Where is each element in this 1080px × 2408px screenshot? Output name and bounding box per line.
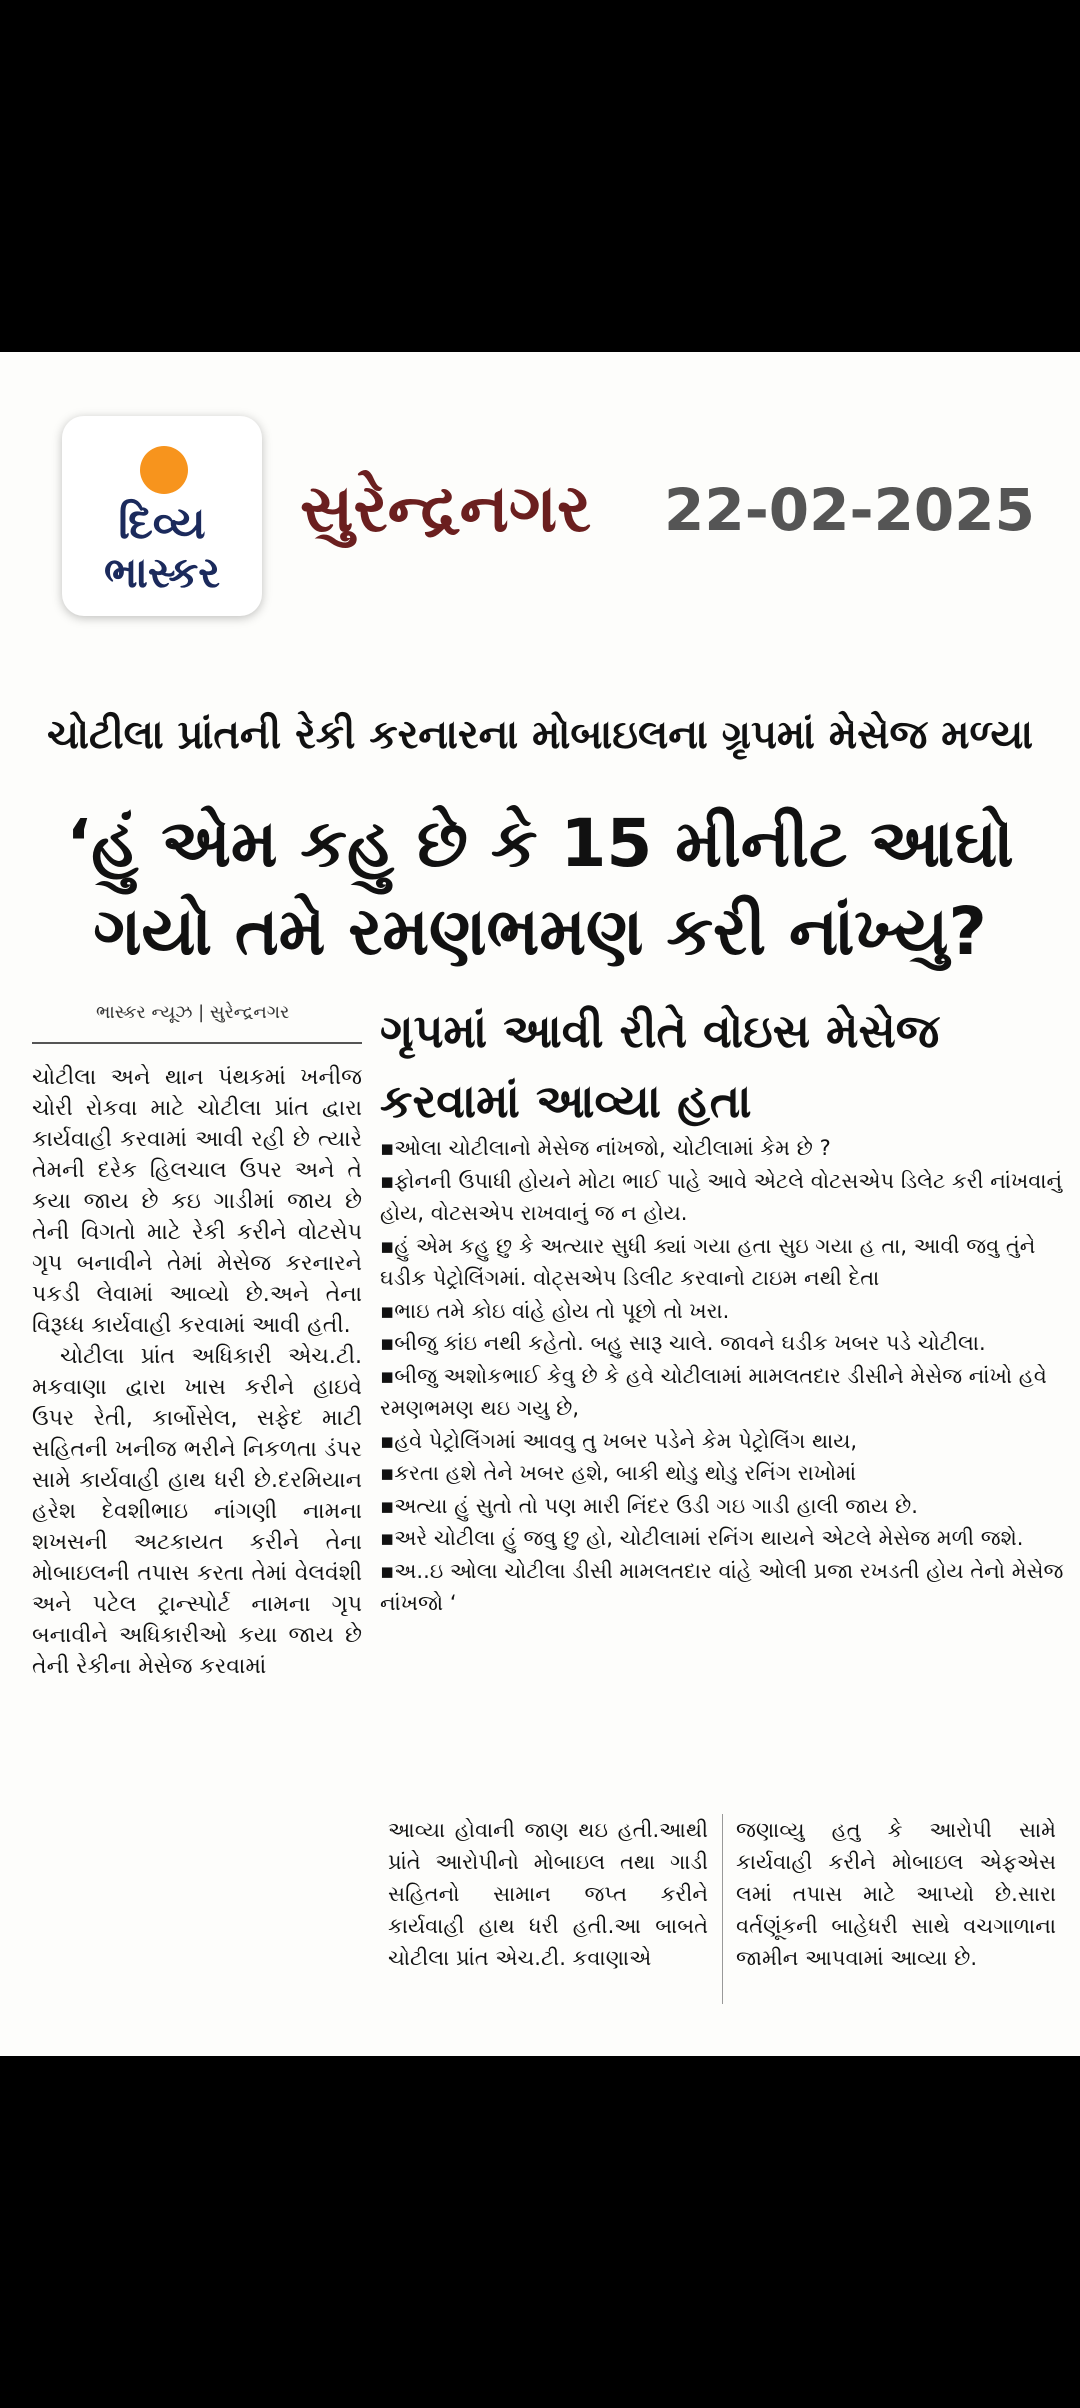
quote-item: ▪હવે પેટ્રોલિંગમાં આવવુ તુ ખબર પડેને કેમ પેટ્રોલિંગ થાય,: [380, 1428, 858, 1453]
body-column-3: જણાવ્યુ હતુ કે આરોપી સામે કાર્યવાહી કરીને મોબાઇલ એફએસ લમાં તપાસ માટે આપ્યો છે.સારા વર્તણૂંકની બાહેધરી સાથે વચગાળાના જામીન આપવામાં આવ્યા છે.: [736, 1818, 1056, 1970]
body-column-2: આવ્યા હોવાની જાણ થઇ હતી.આથી પ્રાંતે આરોપીનો મોબાઇલ તથા ગાડી સહિતનો સામાન જપ્ત કરીને કાર્યવાહી હાથ ધરી હતી.આ બાબતે ચોટીલા પ્રાંત એચ.ટી. કવાણાએ: [388, 1818, 708, 1970]
quote-item: ▪ફોનની ઉપાધી હોયને મોટા ભાઈ પાહે આવે એટલે વોટસએપ ડિલેટ કરી નાંખવાનું હોય, વોટસએપ રાખવાનું જ ન હોય.: [380, 1168, 1063, 1225]
quote-item: ▪ભાઇ તમે કોઇ વાંહે હોય તો પૂછો તો ખરા.: [380, 1298, 730, 1323]
quote-item: ▪અ..ઇ ઓલા ચોટીલા ડીસી મામલતદાર વાંહે ઓલી પ્રજા રખડતી હોય તેનો મેસેજ નાંખજો ‘: [380, 1558, 1064, 1615]
logo-text-line1: દિવ્ય: [118, 498, 206, 549]
divya-bhaskar-logo: [62, 416, 262, 616]
column-divider: [722, 1814, 723, 2004]
voice-message-quotes: [380, 1132, 1070, 1620]
quote-item: ▪બીજુ કાંઇ નથી કહેતો. બહુ સારૂ ચાલે. જાવને ઘડીક ખબર પડે ચોટીલા.: [380, 1331, 986, 1355]
quote-item: ▪કરતા હશે તેને ખબર હશે, બાકી થોડુ થોડુ રનિંગ રાખોમાં: [380, 1461, 857, 1485]
left-column: [32, 1062, 362, 1682]
logo-text-line2: ભાસ્કર: [103, 548, 221, 597]
body-paragraph-1: ચોટીલા અને થાન પંથકમાં ખનીજ ચોરી રોકવા માટે ચોટીલા પ્રાંત દ્વારા કાર્યવાહી કરવામાં આવી રહી છે ત્યારે તેમની દરેક હિલચાલ ઉપર અને તે કયા જાય છે કઇ ગાડીમાં જાય છે તેની વિગતો માટે રેકી કરીને વોટસેપ ગૃપ બનાવીને તેમાં મેસેજ કરનારને પકડી લેવામાં આવ્યો છે.અને તેના વિરૂધ્ધ કાર્યવાહી કરવામાં આવી હતી.: [32, 1065, 362, 1338]
headline-line1: ‘હું એમ કહુ છે કે 15 મીનીટ આઘો: [66, 805, 1014, 882]
quote-item: ▪બીજુ અશોકભાઈ કેવુ છે કે હવે ચોટીલામાં મામલતદાર ડીસીને મેસેજ નાંખો હવે રમણભમણ થઇ ગયુ છે,: [380, 1363, 1047, 1420]
edition-city: સુરેન્દ્રનગર: [300, 470, 592, 547]
headline-line2: ગયો તમે રમણભમણ કરી નાંખ્યુ?: [93, 893, 987, 970]
article-headline: [30, 800, 1050, 976]
newspaper-clipping: [0, 352, 1080, 2056]
quote-item: ▪ઓલા ચોટીલાનો મેસેજ નાંખજો, ચોટીલામાં કેમ છે ?: [380, 1136, 831, 1160]
subheadline: ગૃપમાં આવી રીતે વોઇસ મેસેજ કરવામાં આવ્યા હતા: [380, 1004, 940, 1128]
body-paragraph-2: ચોટીલા પ્રાંત અધિકારી એચ.ટી. મકવાણા દ્વારા ખાસ કરીને હાઇવે ઉપર રેતી, કાર્બોસેલ, સફેદ માટી સહિતની ખનીજ ભરીને નિકળતા ડંપર સામે કાર્યવાહી હાથ ધરી છે.દરમિયાન હરેશ દેવશીભાઇ નાંગણી નામના શખસની અટકાયત કરીને તેના મોબાઇલની તપાસ કરતા તેમાં વેલવંશી અને પટેલ ટ્રાન્સ્પોર્ટ નામના ગૃપ બનાવીને અધિકારીઓ કયા જાય છે તેની રેકીના મેસેજ કરવામાં: [32, 1344, 362, 1679]
article-kicker: ચોટીલા પ્રાંતની રેકી કરનારના મોબાઇલના ગ્રૃપમાં મેસેજ મળ્યા: [46, 712, 1034, 758]
quote-item: ▪અરે ચોટીલા હું જવુ છુ હો, ચોટીલામાં રનિંગ થાયને એટલે મેસેજ મળી જશે.: [380, 1526, 1024, 1550]
byline-rule: [32, 1042, 362, 1044]
sun-icon: [140, 446, 188, 494]
quote-item: ▪હું એમ કહુ છુ કે અત્યાર સુધી ક્યાં ગયા હતા સુઇ ગયા હ તા, આવી જવુ તુંને ઘડીક પેટ્રોલિંગમાં. વોટ્સએપ ડિલીટ કરવાનો ટાઇમ નથી દેતા: [380, 1233, 1036, 1290]
quote-item: ▪અત્યા હું સુતો તો પણ મારી નિંદર ઉડી ગઇ ગાડી હાલી જાય છે.: [380, 1493, 918, 1518]
edition-date: 22-02-2025: [664, 476, 1035, 544]
byline: ભાસ્કર ન્યૂઝ | સુરેન્દ્રનગર: [96, 1002, 290, 1023]
